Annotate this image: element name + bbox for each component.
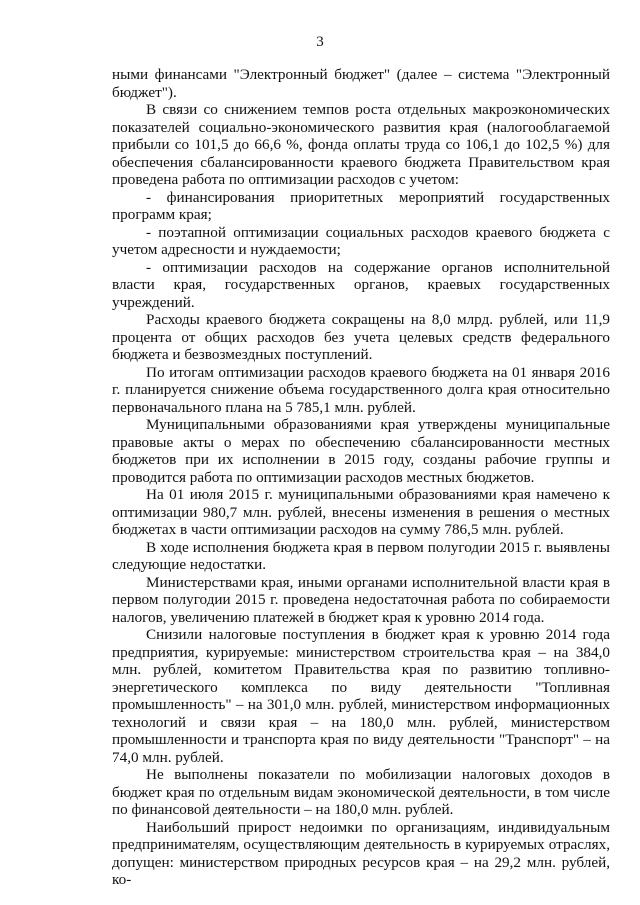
- paragraph: В связи со снижением темпов роста отдельных макроэкономических показателей социально-экономического развития края (налогооблагаемой прибыли со 101,5 до 66,6 %, фонда оплаты труда со 106,1 до 102,5 %) для обеспечения сбалансированности краевого бюджета Правительством края проведена работа по оптимизации расходов с учетом:: [112, 101, 610, 188]
- paragraph: - финансирования приоритетных мероприятий государственных программ края;: [112, 188, 610, 223]
- paragraph: Не выполнены показатели по мобилизации налоговых доходов в бюджет края по отдельным видам экономической деятельности, в том числе по финансовой деятельности – на 180,0 млн. рублей.: [112, 766, 610, 818]
- document-body: [112, 66, 610, 889]
- paragraph: ными финансами "Электронный бюджет" (далее – система "Электронный бюджет").: [112, 66, 610, 101]
- paragraph: Муниципальными образованиями края утверждены муниципальные правовые акты о мерах по обеспечению сбалансированности местных бюджетов при их исполнении в 2015 году, созданы рабочие группы и проводится работа по оптимизации расходов местных бюджетов.: [112, 416, 610, 486]
- paragraph: - поэтапной оптимизации социальных расходов краевого бюджета с учетом адресности и нуждаемости;: [112, 223, 610, 258]
- paragraph: Расходы краевого бюджета сокращены на 8,0 млрд. рублей, или 11,9 процента от общих расходов без учета целевых средств федерального бюджета и безвозмездных поступлений.: [112, 311, 610, 363]
- paragraph: По итогам оптимизации расходов краевого бюджета на 01 января 2016 г. планируется снижение объема государственного долга края относительно первоначального плана на 5 785,1 млн. рублей.: [112, 363, 610, 416]
- paragraph: - оптимизации расходов на содержание органов исполнительной власти края, государственных органов, краевых государственных учреждений.: [112, 258, 610, 311]
- paragraph: Министерствами края, иными органами исполнительной власти края в первом полугодии 2015 г. проведена недостаточная работа по собираемости налогов, увеличению платежей в бюджет края к уровню 2014 года.: [112, 573, 610, 626]
- paragraph: Снизили налоговые поступления в бюджет края к уровню 2014 года предприятия, курируемые: министерством строительства края – на 384,0 млн. рублей, комитетом Правительства края по развитию топливно-энергетического комплекса по виду деятельности "Топливная промышленность" – на 301,0 млн. рублей, министерством информационных технологий и связи края – на 180,0 млн. рублей, министерством промышленности и транспорта края по виду деятельности "Транспорт" – на 74,0 млн. рублей.: [112, 626, 610, 766]
- paragraph: Наибольший прирост недоимки по организациям, индивидуальным предпринимателям, осуществляющим деятельность в курируемых отраслях, допущен: министерством природных ресурсов края – на 29,2 млн. рублей, ко-: [112, 818, 610, 888]
- paragraph: В ходе исполнения бюджета края в первом полугодии 2015 г. выявлены следующие недостатки.: [112, 538, 610, 573]
- paragraph: На 01 июля 2015 г. муниципальными образованиями края намечено к оптимизации 980,7 млн. рублей, внесены изменения в решения о местных бюджетах в части оптимизации расходов на сумму 786,5 млн. рублей.: [112, 486, 610, 538]
- page-number: 3: [316, 34, 324, 50]
